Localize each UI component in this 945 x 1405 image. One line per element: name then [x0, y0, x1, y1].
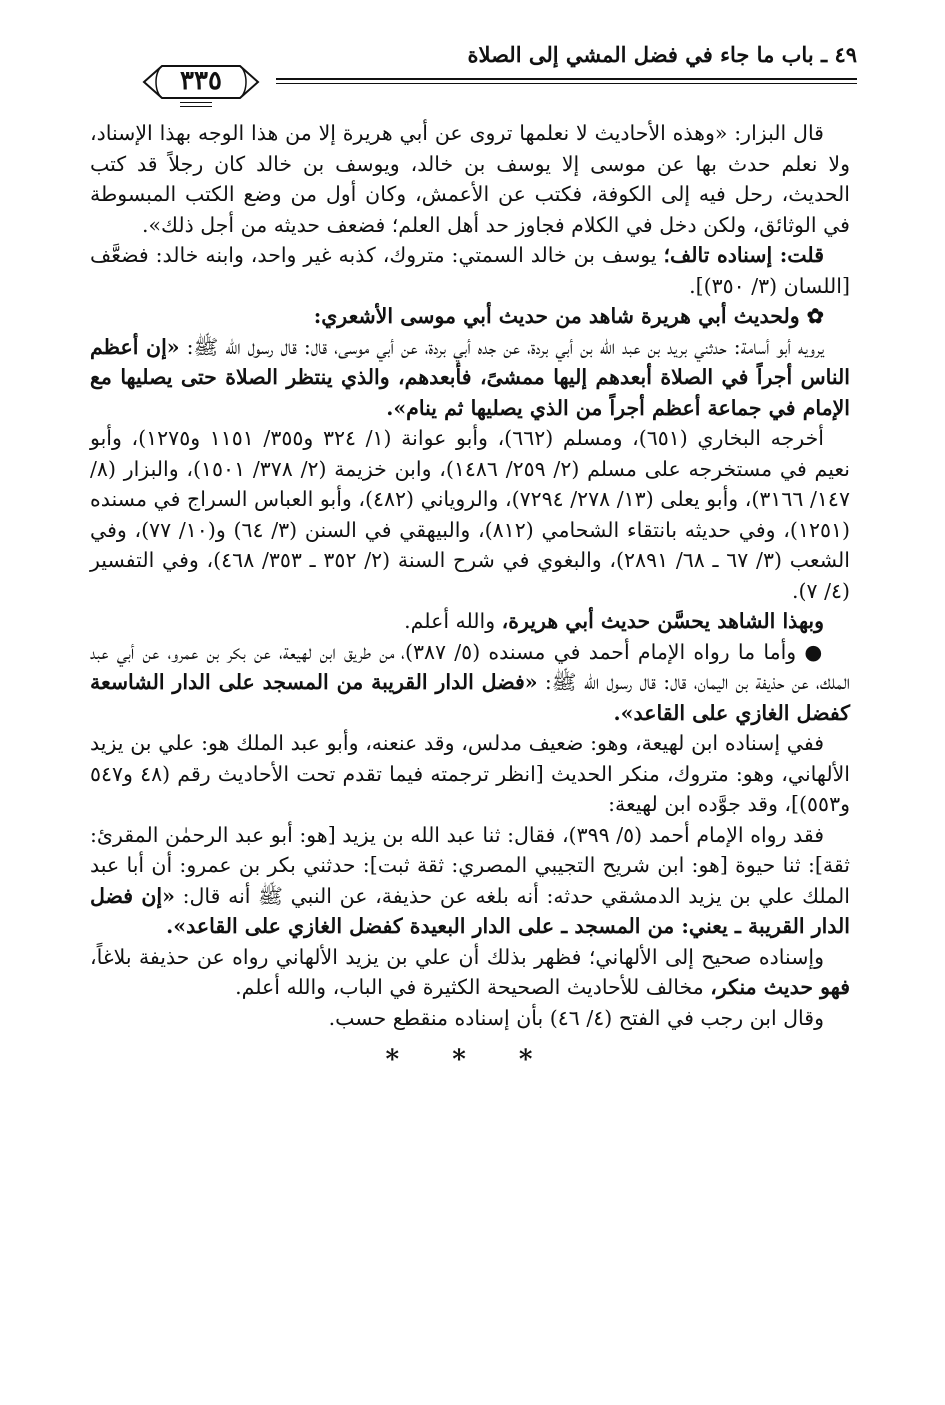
- header-rule: [276, 78, 857, 84]
- text-run: مخالف للأحاديث الصحيحة الكثيرة في الباب، والله أعلم.: [235, 975, 711, 999]
- text-run: وقال ابن رجب في الفتح (٤/ ٤٦) بأن إسناده منقطع حسب.: [328, 1005, 824, 1030]
- paragraph: [90, 942, 850, 1003]
- paragraph: [90, 606, 850, 637]
- text-run: قال البزار: «وهذه الأحاديث لا نعلمها تروى عن أبي هريرة إلا من هذا الوجه بهذا الإسناد، ولا نعلم حدث بها عن موسى إلا يوسف بن خالد، ويوسف بن خالد كان رجلاً قد كتب الحديث، رحل فيه إلى الكوفة، فكتب عن الأعمش، وكان أول من وضع الكتب المبسوطة في الوثائق، ولكن دخل في الكلام فجاوز حد أهل العلم؛ فضعف حديثه من أجل ذلك».: [90, 121, 850, 237]
- bold-text: «إن أعظم الناس أجراً في الصلاة أبعدهم إليها ممشىً، فأبعدهم، والذي ينتظر الصلاة حتى يصليها مع الإمام في جماعة أعظم أجراً من الذي يصليها ثم ينام».: [90, 334, 850, 420]
- text-run: ● وأما ما رواه الإمام أحمد في مسنده (٥/ ٣٨٧)، من طريق ابن لهيعة، عن بكر بن عمرو، عن أبي عبد الملك، عن حذيفة بن اليمان، قال: قال رسول الله ﷺ:: [90, 639, 851, 694]
- page-body: [90, 118, 850, 1076]
- text-run: فقد رواه الإمام أحمد (٥/ ٣٩٩)، فقال: ثنا عبد الله بن يزيد [هو: أبو عبد الرحمٰن المقرئ: ثقة]: ثنا حيوة [هو: ابن شريح التجيبي المصري: ثقة ثبت]: حدثني بكر بن عمرو: أن أبا عبد الملك علي بن يزيد الدمشقي حدثه: أنه بلغه عن حذيفة، عن النبي ﷺ أنه قال:: [90, 822, 850, 908]
- paragraph: [90, 332, 850, 424]
- paragraph: [90, 1003, 850, 1034]
- paragraph: [90, 118, 850, 240]
- paragraph: [90, 820, 850, 942]
- text-run: أخرجه البخاري (٦٥١)، ومسلم (٦٦٢)، وأبو عوانة (١/ ٣٢٤ و٣٥٥/ ١١٥١ و١٢٧٥)، وأبو نعيم في مستخرجه على مسلم (٢/ ٢٥٩/ ١٤٨٦)، وابن خزيمة (٢/ ٣٧٨/ ١٥٠١)، والبزار (٨/ ١٤٧/ ٣١٦٦)، وأبو يعلى (١٣/ ٢٧٨/ ٧٢٩٤)، والروياني (٤٨٢)، وأبو العباس السراج في مسنده (١٢٥١)، وفي حديثه بانتقاء الشحامي (٨١٢)، والبيهقي في السنن (٣/ ٦٤) و(١٠/ ٧٧)، وفي الشعب (٣/ ٦٧ ـ ٦٨/ ٢٨٩١)، والبغوي في شرح السنة (٢/ ٣٥٢ ـ ٣٥٣/ ٤٦٨)، وفي التفسير (٤/ ٧).: [90, 426, 850, 603]
- page-header: [88, 40, 857, 96]
- paragraph: [90, 423, 850, 606]
- bold-text: «إن فضل الدار القريبة ـ يعني: من المسجد ـ على الدار البعيدة كفضل الغازي على القاعد».: [90, 883, 850, 938]
- paragraph: [90, 301, 850, 332]
- section-divider: * * *: [385, 1045, 555, 1075]
- bold-text: وبهذا الشاهد يحسَّن حديث أبي هريرة،: [501, 609, 824, 633]
- page-number: ٣٣٥: [180, 66, 222, 96]
- bold-text: فهو حديث منكر،: [710, 975, 850, 999]
- paragraph: [90, 728, 850, 820]
- bold-text: ✿ ولحديث أبي هريرة شاهد من حديث أبي موسى الأشعري:: [313, 304, 824, 328]
- text-run: وإسناده صحيح إلى الألهاني؛ فظهر بذلك أن علي بن يزيد الألهاني رواه عن حذيفة بلاغاً،: [90, 944, 824, 969]
- bold-text: قلت: إسناده تالف؛: [663, 243, 824, 267]
- text-run: ففي إسناده ابن لهيعة، وهو: ضعيف مدلس، وقد عنعنه، وأبو عبد الملك هو: علي بن يزيد الألهاني، وهو: متروك، منكر الحديث [انظر ترجمته فيما تقدم تحت الأحاديث رقم (٤٨ و٥٤٧ و٥٥٣)]، وقد جوَّده ابن لهيعة:: [90, 731, 850, 816]
- paragraph: [90, 637, 850, 729]
- header-deco-lines: [180, 98, 212, 110]
- chapter-title: ٤٩ ـ باب ما جاء في فضل المشي إلى الصلاة: [467, 42, 857, 67]
- text-run: يرويه أبو أسامة: حدثني بريد بن عبد الله بن أبي بردة، عن جده أبي بردة، عن أبي موسى، قال: قال رسول الله ﷺ:: [179, 334, 824, 359]
- text-run: يوسف بن خالد السمتي: متروك، كذبه غير واحد، وابنه خالد: فضعَّف [اللسان (٣/ ٣٥٠)].: [90, 243, 850, 298]
- text-run: والله أعلم.: [404, 609, 502, 633]
- bold-text: «فضل الدار القريبة من المسجد على الدار الشاسعة كفضل الغازي على القاعد».: [90, 670, 850, 725]
- paragraph: [90, 240, 850, 301]
